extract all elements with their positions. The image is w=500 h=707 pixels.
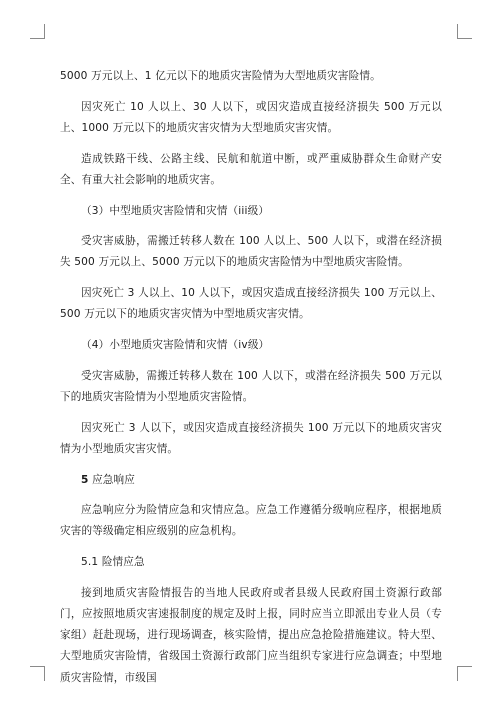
crop-mark-bottom-left (30, 666, 45, 681)
paragraph: 接到地质灾害险情报告的当地人民政府或者县级人民政府国土资源行政部门，应按照地质灾害速报制度的规定及时上报，同时应当立即派出专业人员（专家组）赶赴现场，进行现场调查，核实险情，提出应急抢险措施建议。特大型、大型地质灾害险情，省级国土资源行政部门应当组织专家进行应急调查；中型地质灾害险情，市级国 (60, 586, 442, 684)
section-heading (60, 470, 442, 491)
document-body (60, 66, 442, 689)
paragraph: 受灾害威胁，需搬迁转移人数在 100 人以下，或潜在经济损失 500 万元以下的地质灾害险情为小型地质灾害险情。 (60, 369, 442, 403)
paragraph: 造成铁路干线、公路主线、民航和航道中断，或严重威胁群众生命财产安全、有重大社会影响的地质灾害。 (60, 152, 442, 186)
paragraph: 应急响应分为险情应急和灾情应急。应急工作遵循分级响应程序，根据地质灾害的等级确定相应级别的应急机构。 (60, 504, 442, 538)
crop-mark-top-left (30, 24, 45, 39)
subsection-heading: （3）中型地质灾害险情和灾情（iii级） (81, 204, 270, 217)
crop-mark-bottom-right (457, 666, 472, 681)
subsection-heading: （4）小型地质灾害险情和灾情（iv级） (81, 339, 270, 352)
paragraph: 5000 万元以上、1 亿元以下的地质灾害险情为大型地质灾害险情。 (60, 70, 381, 82)
crop-mark-top-right (457, 24, 472, 39)
paragraph: 因灾死亡 3 人以上、10 人以下，或因灾造成直接经济损失 100 万元以上、500 万元以下的地质灾害灾情为中型地质灾害灾情。 (60, 287, 442, 321)
paragraph: 因灾死亡 10 人以上、30 人以下，或因灾造成直接经济损失 500 万元以上、1000 万元以下的地质灾害灾情为大型地质灾害灾情。 (60, 100, 442, 134)
section-title: 应急响应 (92, 473, 136, 486)
section-number: 5 (81, 473, 89, 486)
paragraph: 因灾死亡 3 人以下，或因灾造成直接经济损失 100 万元以下的地质灾害灾情为小型地质灾害灾情。 (60, 421, 442, 455)
paragraph: 受灾害威胁，需搬迁转移人数在 100 人以上、500 人以下，或潜在经济损失 500 万元以上、5000 万元以下的地质灾害险情为中型地质灾害险情。 (60, 235, 442, 269)
subsection-heading: 5.1 险情应急 (81, 556, 145, 569)
